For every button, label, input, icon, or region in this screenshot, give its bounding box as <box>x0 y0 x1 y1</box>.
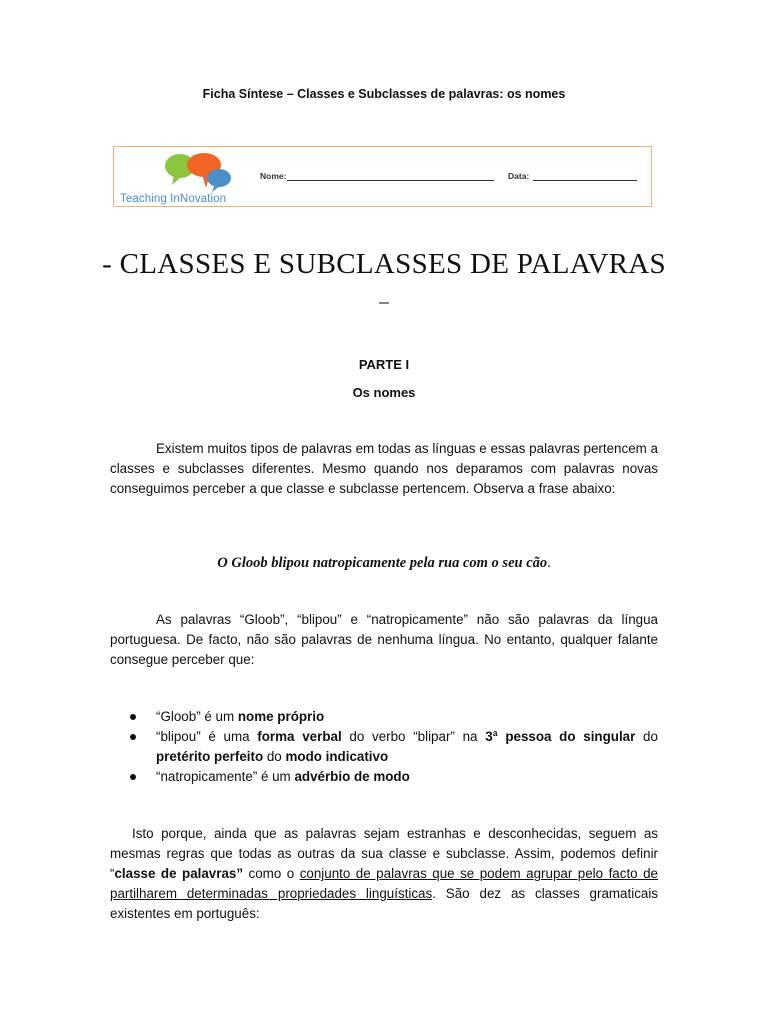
term-classe-de-palavras: classe de palavras” <box>114 866 244 881</box>
header-banner <box>113 146 652 207</box>
logo-text: Teaching InNovation <box>120 193 227 205</box>
date-blank-line <box>533 172 637 181</box>
main-title: - CLASSES E SUBCLASSES DE PALAVRAS <box>102 248 666 280</box>
name-blank-line <box>287 172 494 181</box>
name-label: Nome: <box>260 171 287 181</box>
list-item: “natropicamente” é um advérbio de modo <box>110 767 658 787</box>
header-title: Ficha Síntese – Classes e Subclasses de palavras: os nomes <box>202 87 566 101</box>
part-heading: PARTE I <box>358 357 410 372</box>
list-item: “blipou” é uma forma verbal do verbo “blipar” na 3ª pessoa do singular do pretérito perfeito do modo indicativo <box>110 727 658 767</box>
explanation-paragraph-text: As palavras “Gloob”, “blipou” e “natropicamente” não são palavras da língua portuguesa. De facto, não são palavras de nenhuma língua. No entanto, qualquer falante consegue perceber que: <box>110 612 658 667</box>
speech-bubbles-icon <box>162 152 238 194</box>
teaching-innovation-logo <box>118 150 248 205</box>
title-dash: _ <box>379 284 389 306</box>
bullet-icon <box>130 734 136 740</box>
definition-underlined: conjunto de palavras que se podem agrupar pelo facto de partilharem determinadas propriedades linguísticas <box>110 866 658 901</box>
example-sentence-text: O Gloob blipou natropicamente pela rua com o seu cão <box>217 555 548 571</box>
intro-paragraph <box>110 439 658 499</box>
name-field <box>260 171 494 181</box>
section-subtitle: Os nomes <box>352 385 416 400</box>
bullet-list <box>110 707 658 787</box>
explanation-paragraph <box>110 610 658 670</box>
date-label: Data: <box>508 171 530 181</box>
date-field <box>508 171 637 181</box>
list-item: “Gloob” é um nome próprio <box>110 707 658 727</box>
example-sentence <box>0 555 768 572</box>
bullet-icon <box>130 714 136 720</box>
example-sentence-dot: . <box>547 555 551 571</box>
definition-paragraph: Isto porque, ainda que as palavras sejam estranhas e desconhecidas, seguem as mesmas regras que todas as outras da sua classe e subclasse. Assim, podemos definir “classe de palavras” como o conjunto de palavras que se podem agrupar pelo facto de partilharem determinadas propriedades linguísticas. São dez as classes gramaticais existentes em português: <box>110 826 659 921</box>
intro-paragraph-text: Existem muitos tipos de palavras em todas as línguas e essas palavras pertencem a classes e subclasses diferentes. Mesmo quando nos deparamos com palavras novas conseguimos perceber a que classe e subclasse pertencem. Observa a frase abaixo: <box>110 441 658 496</box>
bullet-icon <box>130 774 136 780</box>
